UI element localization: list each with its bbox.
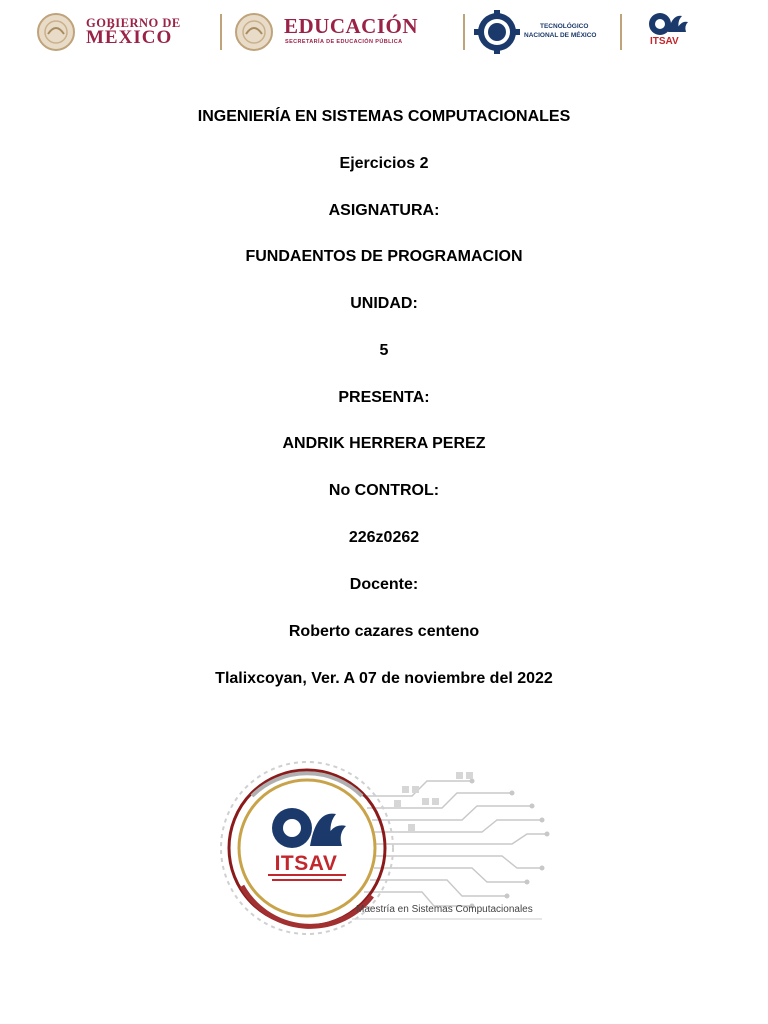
activity-title: Ejercicios 2 (339, 155, 429, 172)
control-label: No CONTROL: (328, 482, 440, 499)
national-seal-icon (34, 12, 80, 52)
teacher-label: Docente: (349, 576, 419, 593)
tecnologico-line1: TECNOLÓGICO (540, 23, 589, 30)
national-seal-icon (232, 12, 278, 52)
place-date: Tlalixcoyan, Ver. A 07 de noviembre del 2022 (215, 670, 553, 687)
subject-label: ASIGNATURA: (328, 202, 440, 219)
itsav-brand-label: ITSAV (274, 852, 338, 875)
itsav-wave-icon (646, 10, 690, 38)
itsav-header-logo (646, 10, 696, 54)
career-name: INGENIERÍA EN SISTEMAS COMPUTACIONALES (197, 108, 571, 125)
divider (620, 14, 622, 50)
student-name: ANDRIK HERRERA PEREZ (282, 435, 486, 452)
itsav-emblem (212, 756, 562, 936)
control-number: 226z0262 (348, 529, 420, 546)
divider (220, 14, 222, 50)
divider (463, 14, 465, 50)
header-logos (0, 0, 768, 64)
tecnm-gear-icon (474, 10, 520, 54)
teacher-name: Roberto cazares centeno (288, 623, 480, 640)
itsav-header-label: ITSAV (650, 36, 679, 47)
gobierno-line2: MÉXICO (86, 27, 173, 48)
gobierno-line1: GOBIERNO DE (86, 16, 181, 30)
tecnologico-nacional-logo (474, 10, 614, 54)
unit-number: 5 (379, 342, 389, 359)
unit-label: UNIDAD: (350, 295, 418, 312)
gobierno-de-mexico-logo (34, 12, 194, 52)
subject-name: FUNDAENTOS DE PROGRAMACION (245, 248, 523, 265)
educacion-line2: SECRETARÍA DE EDUCACIÓN PÚBLICA (285, 39, 403, 45)
tecnologico-line2: NACIONAL DE MÉXICO (524, 32, 597, 39)
educacion-logo (232, 12, 457, 52)
emblem-caption: Maestría en Sistemas Computacionales (356, 904, 533, 915)
educacion-line1: EDUCACIÓN (284, 14, 419, 38)
presents-label: PRESENTA: (338, 389, 430, 406)
